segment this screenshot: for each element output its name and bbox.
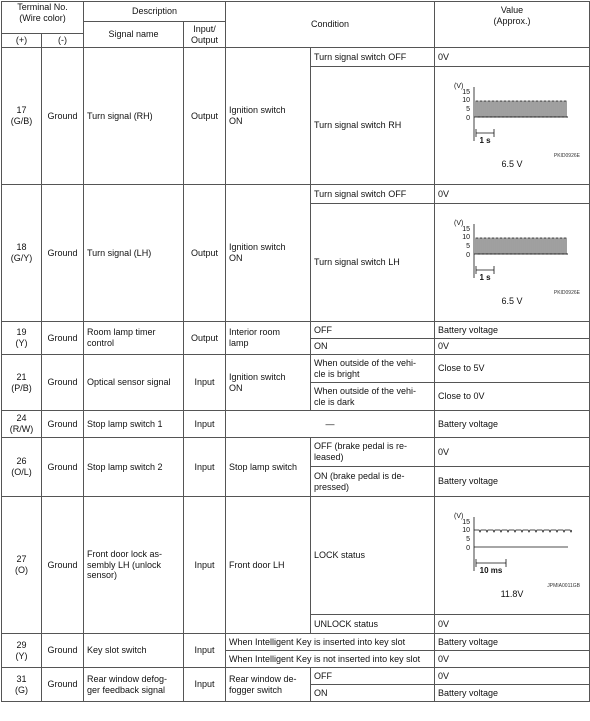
value-24: Battery voltage bbox=[435, 411, 590, 438]
cond-main-19: Interior room lamp bbox=[226, 322, 311, 355]
ground-31: Ground bbox=[42, 668, 84, 702]
ground-19: Ground bbox=[42, 322, 84, 355]
value-19-on: 0V bbox=[435, 339, 590, 355]
value-31-on: Battery voltage bbox=[435, 685, 590, 702]
waveform-y-tick: 5 bbox=[466, 106, 470, 114]
value-21-dark: Close to 0V bbox=[435, 383, 590, 411]
cond-19-off: OFF bbox=[311, 322, 435, 339]
io-26: Input bbox=[184, 438, 226, 497]
header-signal-name: Signal name bbox=[84, 22, 184, 48]
io-19: Output bbox=[184, 322, 226, 355]
ground-24: Ground bbox=[42, 411, 84, 438]
waveform-y-tick: 15 bbox=[462, 519, 470, 527]
waveform-trace bbox=[474, 530, 572, 532]
cond-18-off: Turn signal switch OFF bbox=[311, 185, 435, 204]
io-21: Input bbox=[184, 355, 226, 411]
waveform-27-code: JPMIA0011GB bbox=[547, 583, 580, 590]
cond-17-rh: Turn signal switch RH bbox=[311, 67, 435, 185]
cond-main-21: Ignition switch ON bbox=[226, 355, 311, 411]
waveform-17-reading: 6.5 V bbox=[501, 159, 523, 170]
value-19-off: Battery voltage bbox=[435, 322, 590, 339]
waveform-18-graph bbox=[452, 218, 572, 290]
signal-21: Optical sensor signal bbox=[84, 355, 184, 411]
io-29: Input bbox=[184, 634, 226, 668]
waveform-y-tick: 0 bbox=[466, 545, 470, 553]
signal-26: Stop lamp switch 2 bbox=[84, 438, 184, 497]
waveform-trace bbox=[476, 238, 568, 254]
signal-29: Key slot switch bbox=[84, 634, 184, 668]
cond-21-dark: When outside of the vehi- cle is dark bbox=[311, 383, 435, 411]
value-26-on: Battery voltage bbox=[435, 467, 590, 497]
waveform-17-graph bbox=[452, 81, 572, 153]
cond-main-17: Ignition switch ON bbox=[226, 48, 311, 185]
terminal-27: 27 (O) bbox=[2, 497, 42, 634]
io-17: Output bbox=[184, 48, 226, 185]
value-29-inserted: Battery voltage bbox=[435, 634, 590, 651]
terminal-21: 21 (P/B) bbox=[2, 355, 42, 411]
value-18-off: 0V bbox=[435, 185, 590, 204]
cond-main-18: Ignition switch ON bbox=[226, 185, 311, 322]
terminal-26: 26 (O/L) bbox=[2, 438, 42, 497]
terminal-19: 19 (Y) bbox=[2, 322, 42, 355]
waveform-18 bbox=[435, 204, 590, 322]
cond-29-not-inserted: When Intelligent Key is not inserted into key slot bbox=[226, 651, 435, 668]
terminal-18: 18 (G/Y) bbox=[2, 185, 42, 322]
signal-18: Turn signal (LH) bbox=[84, 185, 184, 322]
value-29-not-inserted: 0V bbox=[435, 651, 590, 668]
waveform-y-tick: 5 bbox=[466, 243, 470, 251]
waveform-27-reading: 11.8V bbox=[500, 589, 524, 600]
signal-27: Front door lock as- sembly LH (unlock sensor) bbox=[84, 497, 184, 634]
header-input-output: Input/ Output bbox=[184, 22, 226, 48]
ground-29: Ground bbox=[42, 634, 84, 668]
terminal-17: 17 (G/B) bbox=[2, 48, 42, 185]
value-17-off: 0V bbox=[435, 48, 590, 67]
header-plus: (+) bbox=[2, 34, 42, 48]
waveform-y-tick: 5 bbox=[466, 536, 470, 544]
cond-21-bright: When outside of the vehi- cle is bright bbox=[311, 355, 435, 383]
cond-17-off: Turn signal switch OFF bbox=[311, 48, 435, 67]
cond-31-on: ON bbox=[311, 685, 435, 702]
header-condition: Condition bbox=[226, 2, 435, 48]
waveform-y-unit: (V) bbox=[454, 220, 464, 228]
signal-24: Stop lamp switch 1 bbox=[84, 411, 184, 438]
cond-31-off: OFF bbox=[311, 668, 435, 685]
signal-19: Room lamp timer control bbox=[84, 322, 184, 355]
waveform-18-code: PKID0926E bbox=[553, 290, 580, 297]
terminal-table bbox=[1, 1, 590, 702]
cond-26-on: ON (brake pedal is de- pressed) bbox=[311, 467, 435, 497]
terminal-29: 29 (Y) bbox=[2, 634, 42, 668]
ground-17: Ground bbox=[42, 48, 84, 185]
waveform-y-tick: 10 bbox=[462, 234, 470, 242]
io-24: Input bbox=[184, 411, 226, 438]
ground-27: Ground bbox=[42, 497, 84, 634]
cond-main-31: Rear window de- fogger switch bbox=[226, 668, 311, 702]
value-31-off: 0V bbox=[435, 668, 590, 685]
header-description: Description bbox=[84, 2, 226, 22]
ground-21: Ground bbox=[42, 355, 84, 411]
cond-18-lh: Turn signal switch LH bbox=[311, 204, 435, 322]
cond-29-inserted: When Intelligent Key is inserted into key slot bbox=[226, 634, 435, 651]
waveform-time-label: 1 s bbox=[479, 273, 491, 283]
ground-18: Ground bbox=[42, 185, 84, 322]
signal-31: Rear window defog- ger feedback signal bbox=[84, 668, 184, 702]
cond-19-on: ON bbox=[311, 339, 435, 355]
ground-26: Ground bbox=[42, 438, 84, 497]
waveform-18-reading: 6.5 V bbox=[501, 296, 523, 307]
header-minus: (-) bbox=[42, 34, 84, 48]
waveform-27-graph bbox=[452, 511, 572, 583]
cond-26-off: OFF (brake pedal is re- leased) bbox=[311, 438, 435, 467]
waveform-17 bbox=[435, 67, 590, 185]
cond-main-26: Stop lamp switch bbox=[226, 438, 311, 497]
signal-17: Turn signal (RH) bbox=[84, 48, 184, 185]
waveform-y-tick: 15 bbox=[462, 89, 470, 97]
cond-27-unlock: UNLOCK status bbox=[311, 615, 435, 634]
value-21-bright: Close to 5V bbox=[435, 355, 590, 383]
value-27-unlock: 0V bbox=[435, 615, 590, 634]
value-26-off: 0V bbox=[435, 438, 590, 467]
waveform-trace bbox=[476, 101, 568, 117]
header-value: Value (Approx.) bbox=[435, 2, 590, 48]
waveform-y-unit: (V) bbox=[454, 513, 464, 521]
waveform-y-unit: (V) bbox=[454, 83, 464, 91]
waveform-y-tick: 10 bbox=[462, 97, 470, 105]
terminal-31: 31 (G) bbox=[2, 668, 42, 702]
waveform-time-label: 10 ms bbox=[479, 566, 503, 576]
io-31: Input bbox=[184, 668, 226, 702]
terminal-24: 24 (R/W) bbox=[2, 411, 42, 438]
io-27: Input bbox=[184, 497, 226, 634]
cond-27-lock: LOCK status bbox=[311, 497, 435, 615]
waveform-y-tick: 10 bbox=[462, 527, 470, 535]
io-18: Output bbox=[184, 185, 226, 322]
waveform-y-tick: 0 bbox=[466, 252, 470, 260]
cond-24: — bbox=[226, 411, 435, 438]
waveform-27 bbox=[435, 497, 590, 615]
waveform-y-tick: 0 bbox=[466, 115, 470, 123]
waveform-time-label: 1 s bbox=[479, 136, 491, 146]
waveform-y-tick: 15 bbox=[462, 226, 470, 234]
cond-main-27: Front door LH bbox=[226, 497, 311, 634]
waveform-17-code: PKID0926E bbox=[553, 153, 580, 160]
header-terminal-no: Terminal No. (Wire color) bbox=[2, 2, 84, 34]
